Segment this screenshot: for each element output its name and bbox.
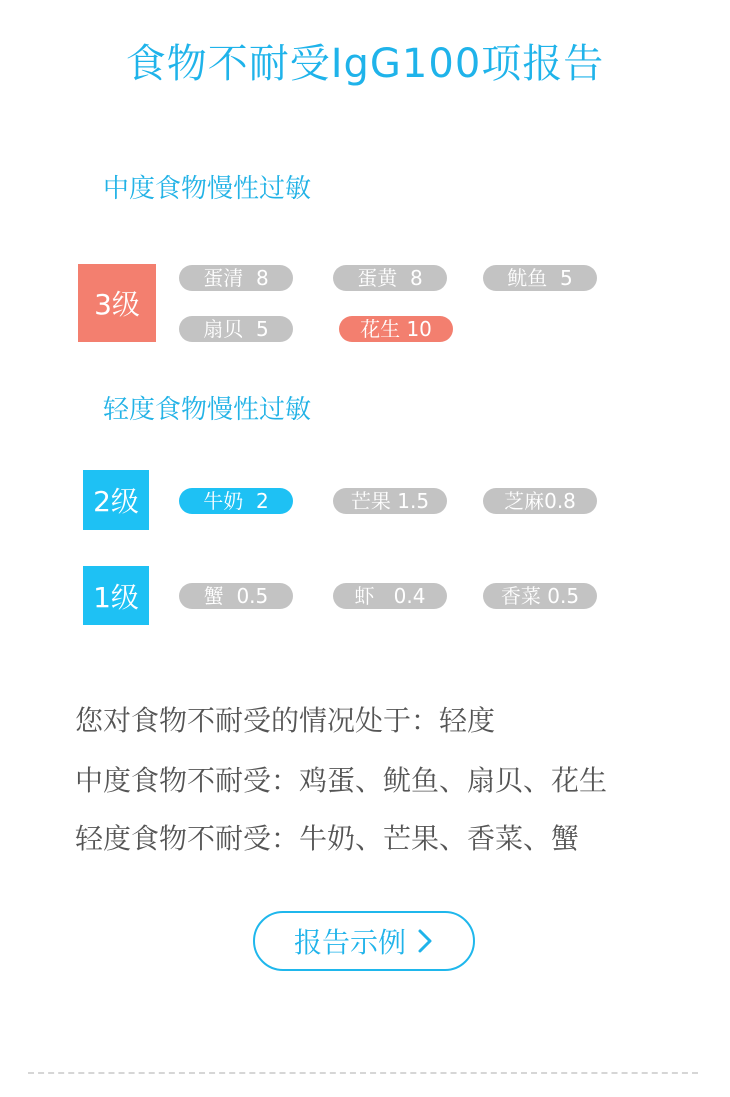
food-pill-milk: 牛奶 2 [179, 488, 293, 514]
food-pill-peanut: 花生 10 [339, 316, 453, 342]
page-title: 食物不耐受IgG100项报告 [125, 41, 605, 87]
summary-line-mild: 轻度食物不耐受：牛奶、芒果、香菜、蟹 [75, 822, 580, 855]
moderate-section-heading: 中度食物慢性过敏 [103, 174, 312, 204]
food-pill-egg-white: 蛋清 8 [179, 265, 293, 291]
food-pill-coriander: 香菜 0.5 [483, 583, 597, 609]
level-3-badge: 3级 [78, 264, 156, 342]
chevron-right-icon [416, 928, 434, 954]
food-pill-scallop: 扇贝 5 [179, 316, 293, 342]
food-pill-egg-yolk: 蛋黄 8 [333, 265, 447, 291]
food-pill-crab: 蟹 0.5 [179, 583, 293, 609]
report-example-button-label: 报告示例 [293, 926, 406, 959]
food-pill-squid: 鱿鱼 5 [483, 265, 597, 291]
level-1-badge: 1级 [83, 566, 149, 625]
food-pill-mango: 芒果 1.5 [333, 488, 447, 514]
food-pill-shrimp: 虾 0.4 [333, 583, 447, 609]
food-pill-sesame: 芝麻0.8 [483, 488, 597, 514]
level-2-badge: 2级 [83, 470, 149, 530]
dashed-divider [28, 1072, 698, 1074]
summary-line-status: 您对食物不耐受的情况处于：轻度 [75, 704, 496, 737]
summary-line-moderate: 中度食物不耐受：鸡蛋、鱿鱼、扇贝、花生 [75, 764, 608, 797]
mild-section-heading: 轻度食物慢性过敏 [103, 395, 312, 425]
report-example-button[interactable] [253, 911, 475, 971]
